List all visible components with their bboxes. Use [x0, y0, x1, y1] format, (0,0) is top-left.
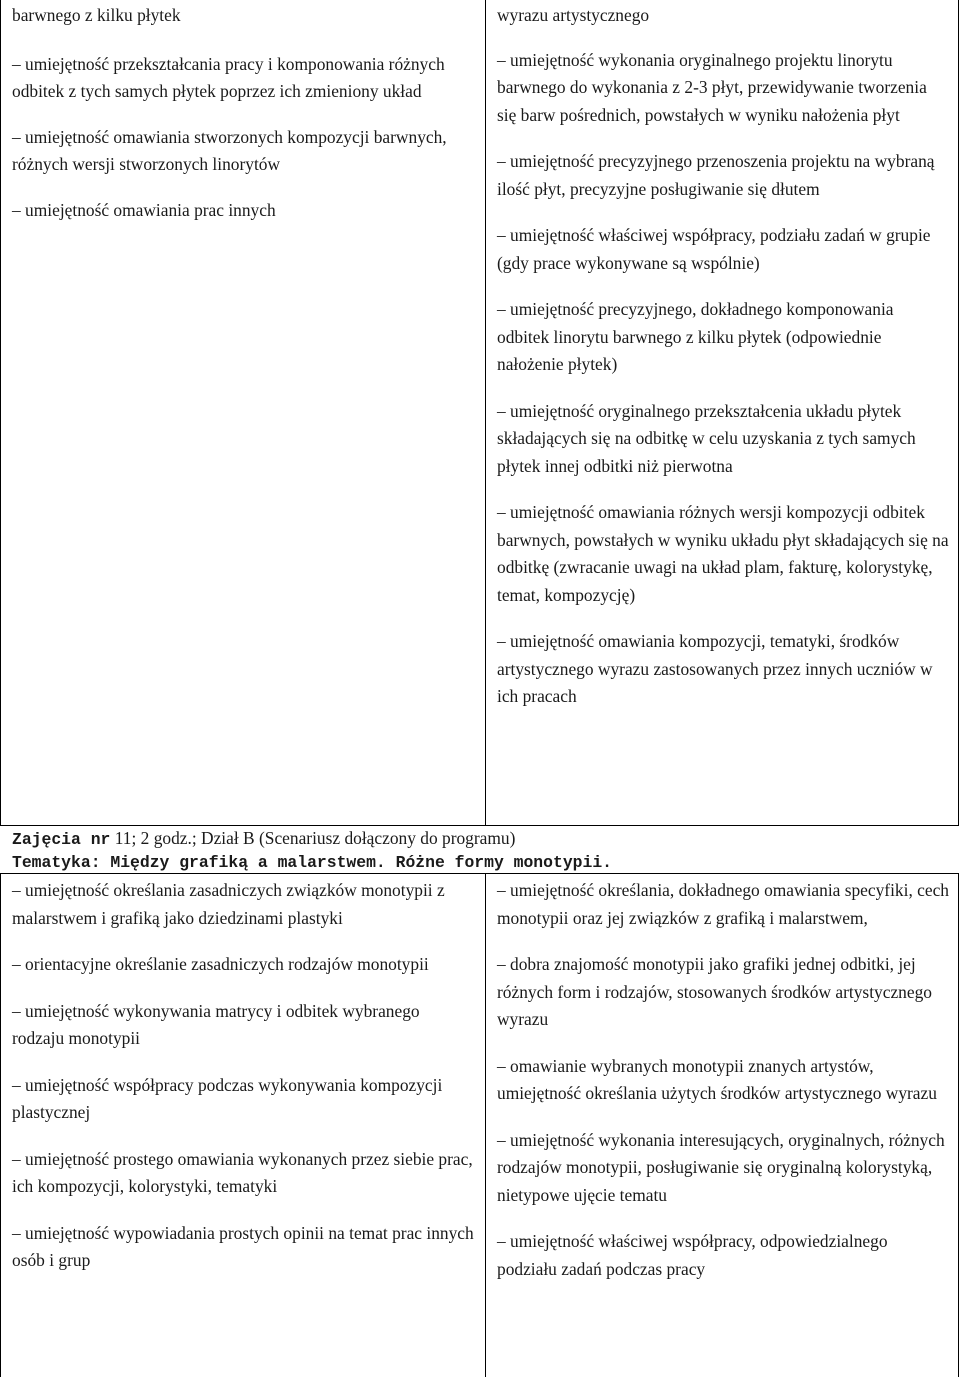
table-border-middle-bottom: [485, 873, 486, 1377]
table-border-right-bottom: [958, 873, 959, 1377]
session-label: Zajęcia nr: [12, 830, 111, 849]
top-right-text-6: – umiejętność oryginalnego przekształcenia układu płytek składających się na odbitkę w celu uzyskania z tych samych płytek innej odbitki niż pierwotna: [497, 400, 916, 476]
table-border-top-bottom: [0, 873, 959, 874]
bottom-right-text-4: – umiejętność wykonania interesujących, oryginalnych, różnych rodzajów monotypii, posługiwanie się oryginalną kolorystyką, nietypowe ujęcie tematu: [497, 1129, 945, 1205]
table-border-bottom-top: [0, 825, 959, 826]
session-details: 11; 2 godz.; Dział B (Scenariusz dołączony do programu): [110, 828, 516, 848]
top-right-cell: [497, 2, 949, 730]
bottom-right-text-2: – dobra znajomość monotypii jako grafiki jednej odbitki, jej różnych form i rodzajów, stosowanych środków artystycznego wyrazu: [497, 954, 932, 1029]
session-topic: Tematyka: Między grafiką a malarstwem. Różne formy monotypii.: [12, 853, 612, 872]
bottom-left-text-3: – umiejętność wykonywania matrycy i odbitek wybranego rodzaju monotypii: [12, 1000, 420, 1048]
bottom-left-text-6: – umiejętność wypowiadania prostych opinii na temat prac innych osób i grup: [12, 1222, 474, 1270]
top-left-text-4: – umiejętność omawiania prac innych: [12, 199, 276, 220]
top-right-text-8: – umiejętność omawiania kompozycji, tematyki, środków artystycznego wyrazu zastosowanych przez innych uczniów w ich pracach: [497, 631, 933, 706]
session-header-line-1: [12, 829, 515, 849]
top-left-text-1: barwnego z kilku płytek: [12, 5, 181, 25]
bottom-left-text-2: – orientacyjne określanie zasadniczych rodzajów monotypii: [12, 954, 429, 974]
bottom-right-text-5: – umiejętność właściwej współpracy, odpowiedzialnego podziału zadań podczas pracy: [497, 1231, 888, 1279]
table-border-left-top: [0, 0, 1, 826]
top-right-text-3: – umiejętność precyzyjnego przenoszenia projektu na wybraną ilość płyt, precyzyjne posługiwanie się dłutem: [497, 151, 935, 199]
bottom-left-text-1: – umiejętność określania zasadniczych związków monotypii z malarstwem i grafiką jako dziedzinami plastyki: [12, 880, 445, 928]
top-right-text-2: – umiejętność wykonania oryginalnego projektu linorytu barwnego do wykonania z 2-3 płyt, przewidywanie tworzenia się barw pośrednich, powstałych w wyniku nałożenia płyt: [497, 49, 927, 125]
bottom-left-text-5: – umiejętność prostego omawiania wykonanych przez siebie prac, ich kompozycji, kolorystyki, tematyki: [12, 1148, 473, 1196]
bottom-right-text-1: – umiejętność określania, dokładnego omawiania specyfiki, cech monotypii oraz jej związków z grafiką i malarstwem,: [497, 880, 950, 928]
bottom-right-cell: [497, 877, 949, 1302]
bottom-left-cell: [12, 877, 474, 1294]
table-border-middle-top: [485, 0, 486, 826]
top-right-text-7: – umiejętność omawiania różnych wersji kompozycji odbitek barwnych, powstałych w wyniku układu płyt składających się na odbitkę (zwracanie uwagi na układ plam, fakturę, kolorystykę, temat, kompozycję): [497, 502, 949, 605]
top-left-cell: [12, 2, 474, 243]
top-right-text-5: – umiejętność precyzyjnego, dokładnego komponowania odbitek linorytu barwnego z kilku płytek (odpowiednie nałożenie płytek): [497, 299, 894, 374]
top-left-text-3: – umiejętność omawiania stworzonych kompozycji barwnych, różnych wersji stworzonych linorytów: [12, 126, 447, 174]
session-header-line-2: [12, 852, 612, 872]
top-right-text-1: wyrazu artystycznego: [497, 5, 650, 25]
bottom-right-text-3: – omawianie wybranych monotypii znanych artystów, umiejętność określania użytych środków artystycznego wyrazu: [497, 1055, 937, 1103]
top-right-text-4: – umiejętność właściwej współpracy, podziału zadań w grupie (gdy prace wykonywane są wspólnie): [497, 225, 931, 273]
bottom-left-text-4: – umiejętność współpracy podczas wykonywania kompozycji plastycznej: [12, 1074, 443, 1122]
top-left-text-2: – umiejętność przekształcania pracy i komponowania różnych odbitek z tych samych płytek poprzez ich zmieniony układ: [12, 53, 445, 101]
table-border-right-top: [958, 0, 959, 826]
table-border-left-bottom: [0, 873, 1, 1377]
